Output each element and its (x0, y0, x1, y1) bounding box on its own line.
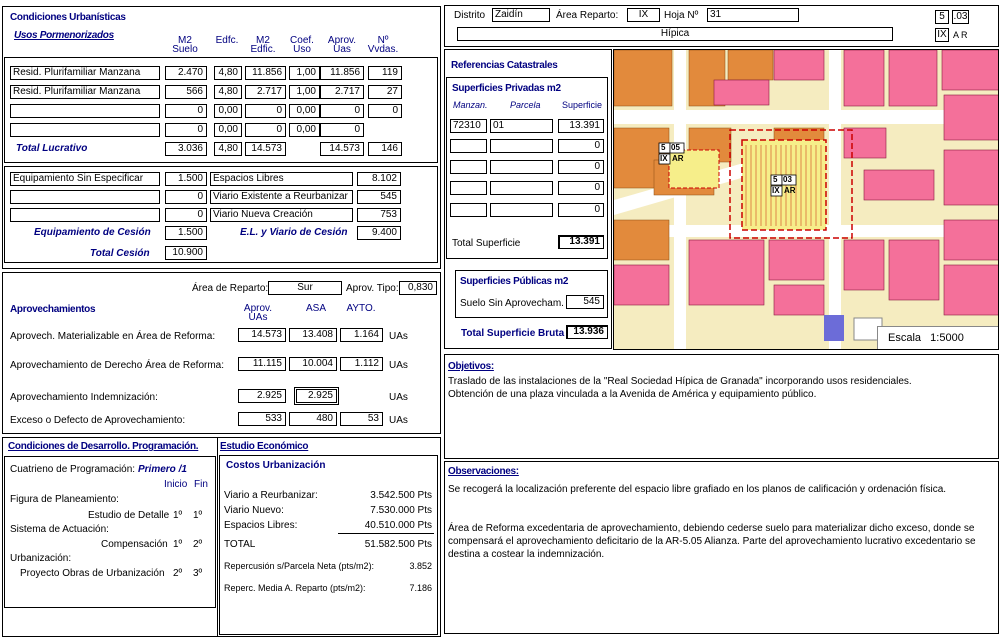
urb-subtitle: Usos Pormenorizados (14, 30, 114, 41)
ces-right-1-val[interactable]: 8.102 (357, 172, 401, 186)
row1-name[interactable]: Resid. Plurifamiliar Manzana (10, 66, 160, 80)
cat-row1-manz[interactable]: 72310 (450, 119, 487, 133)
aprov-tipo-label: Aprov. Tipo: (346, 283, 399, 294)
eq-cesion-val: 1.500 (165, 226, 207, 240)
priv-title: Superficies Privadas m2 (452, 83, 561, 94)
ces-left-1-name[interactable]: Equipamiento Sin Especificar (10, 172, 160, 186)
code4: A R (953, 30, 968, 40)
bruta-val: 13.936 (566, 325, 608, 339)
urb-title: Condiciones Urbanísticas (10, 12, 126, 23)
comp-fin: 2º (193, 539, 203, 550)
map-label-3: IX (772, 186, 780, 195)
cat-row4-parc[interactable] (490, 181, 553, 195)
eco-row4-label: TOTAL (224, 539, 256, 550)
name-field[interactable]: Hípica (457, 27, 893, 41)
hdr-viv: Nº Vvdas. (367, 35, 399, 55)
col-manzana: Manzan. (453, 100, 488, 110)
aprov-row3-a[interactable]: 2.925 (238, 389, 286, 403)
hdr-m2-suelo: M2 Suelo (172, 35, 198, 55)
pub-title: Superficies Públicas m2 (460, 276, 569, 287)
hdr-coef: Coef. Uso (290, 35, 314, 55)
costos-title: Costos Urbanización (226, 460, 326, 471)
col-superficie: Superficie (562, 100, 603, 110)
row1-m2[interactable]: 2.470 (165, 66, 207, 80)
observaciones-text-1: Se recogerá la localización preferente del espacio libre grafiado en los planos de calificación y ordenación física. (448, 484, 947, 495)
row3-viv[interactable]: 0 (368, 104, 402, 118)
estudio-label: Estudio de Detalle (88, 510, 170, 521)
pub-label: Suelo Sin Aprovecham. (460, 298, 564, 309)
row2-m2e[interactable]: 2.717 (245, 85, 286, 99)
map-canvas (614, 50, 999, 350)
rep2-label: Reperc. Media A. Reparto (pts/m2): (224, 583, 366, 593)
row2-aprov[interactable]: 2.717 (320, 85, 364, 99)
total-cesion-val: 10.900 (165, 246, 207, 260)
cuatrienio-label: Cuatrieno de Programación: (10, 464, 136, 475)
row4-coef[interactable]: 0,00 (289, 123, 320, 137)
map-view[interactable] (613, 49, 999, 350)
cat-row3-manz[interactable] (450, 160, 487, 174)
row1-aprov[interactable]: 11.856 (320, 66, 364, 80)
map-label-1: 5 (773, 175, 778, 184)
cuatrienio-val: Primero /1 (138, 464, 187, 475)
row2-name[interactable]: Resid. Plurifamiliar Manzana (10, 85, 160, 99)
eq-cesion-label: Equipamiento de Cesión (34, 227, 151, 238)
objetivos-panel (444, 354, 999, 459)
hoja-val[interactable]: 31 (707, 8, 799, 22)
ces-left-3-name[interactable] (10, 208, 160, 222)
bruta-label: Total Superficie Bruta (461, 328, 565, 339)
row4-m2e[interactable]: 0 (245, 123, 286, 137)
aprov-tipo-val[interactable]: 0,830 (399, 281, 437, 295)
ces-left-1-val[interactable]: 1.500 (165, 172, 207, 186)
row2-viv[interactable]: 27 (368, 85, 402, 99)
total-viv: 146 (368, 142, 402, 156)
rep2-val: 7.186 (409, 583, 432, 593)
hdr-ayto: AYTO. (346, 303, 376, 314)
map-label-6: 05 (671, 143, 680, 152)
hdr-m2-edific: M2 Edfic. (250, 35, 276, 55)
aprov-row1-c[interactable]: 1.164 (340, 328, 383, 342)
aprov-row2-c[interactable]: 1.112 (340, 357, 383, 371)
row1-m2e[interactable]: 11.856 (245, 66, 286, 80)
economico-title: Estudio Económico (220, 441, 309, 452)
code2: .03 (953, 11, 968, 22)
eco-row1-val: 3.542.500 Pts (370, 490, 432, 501)
aprov-row2-b[interactable]: 10.004 (289, 357, 337, 371)
map-label-5: 5 (661, 143, 666, 152)
objetivos-title: Objetivos: (448, 361, 494, 372)
cat-row1-sup[interactable]: 13.391 (558, 119, 604, 133)
aprov-row1-a[interactable]: 14.573 (238, 328, 286, 342)
eco-row2-val: 7.530.000 Pts (370, 505, 432, 516)
eco-sum-line (338, 533, 434, 534)
objetivos-text-1: Traslado de las instalaciones de la "Real Sociedad Hípica de Granada" incorporando usos residenciales. (448, 376, 912, 387)
row4-name[interactable] (10, 123, 160, 137)
row2-edf[interactable]: 4,80 (214, 85, 242, 99)
area-reparto-label: Área de Reparto: (192, 283, 269, 294)
area-label: Área Reparto: (556, 10, 619, 21)
cat-row5-sup[interactable]: 0 (558, 203, 604, 217)
distrito-label: Distrito (454, 10, 486, 21)
estudio-inicio: 1º (173, 510, 183, 521)
ces-right-1-name[interactable]: Espacios Libres (210, 172, 353, 186)
code3: IX (935, 28, 949, 42)
inicio-label: Inicio (164, 479, 188, 490)
hdr-aprov: Aprov. Uas (327, 35, 357, 55)
ces-left-2-val[interactable]: 0 (165, 190, 207, 204)
comp-label: Compensación (101, 539, 168, 550)
rep1-label: Repercusión s/Parcela Neta (pts/m2): (224, 561, 375, 571)
distrito-val[interactable]: Zaidín (492, 8, 550, 22)
cat-row4-manz[interactable] (450, 181, 487, 195)
row4-edf[interactable]: 0,00 (214, 123, 242, 137)
aprov-panel (2, 272, 441, 434)
row1-viv[interactable]: 119 (368, 66, 402, 80)
ces-right-3-name[interactable]: Viario Nueva Creación (210, 208, 353, 222)
total-m2e: 14.573 (245, 142, 286, 156)
cat-row3-parc[interactable] (490, 160, 553, 174)
cat-row2-manz[interactable] (450, 139, 487, 153)
aprov-row4-u: UAs (389, 415, 408, 426)
pub-val[interactable]: 545 (566, 295, 604, 309)
ces-right-3-val[interactable]: 753 (357, 208, 401, 222)
aprov-title: Aprovechamientos (10, 304, 96, 315)
row3-name[interactable] (10, 104, 160, 118)
map-label-4: AR (784, 186, 796, 195)
ces-right-2-name[interactable]: Viario Existente a Reurbanizar (210, 190, 353, 204)
total-cesion-label: Total Cesión (90, 248, 150, 259)
hdr-edfc: Edfc. (215, 35, 239, 46)
aprov-row3-label: Aprovechamiento Indemnización: (10, 392, 158, 403)
catastro-title: Referencias Catastrales (451, 60, 558, 71)
aprov-row2-label: Aprovechamiento de Derecho Área de Reforma: (10, 360, 225, 371)
hdr-aprov-uas: Aprov. UAs (243, 303, 273, 323)
cat-row2-parc[interactable] (490, 139, 553, 153)
proyecto-label: Proyecto Obras de Urbanización (20, 568, 165, 579)
el-cesion-label: E.L. y Viario de Cesión (240, 227, 348, 238)
aprov-row4-a[interactable]: 533 (238, 412, 286, 426)
row1-edf[interactable]: 4,80 (214, 66, 242, 80)
total-sup-label: Total Superficie (452, 238, 521, 249)
total-m2: 3.036 (165, 142, 207, 156)
aprov-row4-c[interactable]: 53 (340, 412, 383, 426)
ces-left-2-name[interactable] (10, 190, 160, 204)
aprov-row1-b[interactable]: 13.408 (289, 328, 337, 342)
area-reparto-val[interactable]: Sur (268, 281, 342, 295)
fin-label: Fin (194, 479, 208, 490)
total-lucrativo-label: Total Lucrativo (16, 143, 88, 154)
row3-m2e[interactable]: 0 (245, 104, 286, 118)
map-label-8: AR (672, 154, 684, 163)
cat-row5-parc[interactable] (490, 203, 553, 217)
hdr-asa: ASA (305, 303, 326, 314)
cat-row1-parc[interactable]: 01 (490, 119, 553, 133)
figura-label: Figura de Planeamiento: (10, 494, 119, 505)
row3-coef[interactable]: 0,00 (289, 104, 320, 118)
row3-aprov[interactable]: 0 (320, 104, 364, 118)
ces-left-3-val[interactable]: 0 (165, 208, 207, 222)
total-edf: 4,80 (214, 142, 242, 156)
sistema-label: Sistema de Actuación: (10, 524, 109, 535)
aprov-row4-label: Exceso o Defecto de Aprovechamiento: (10, 415, 186, 426)
col-parcela: Parcela (510, 100, 541, 110)
row1-coef[interactable]: 1,00 (289, 66, 320, 80)
area-val[interactable]: IX (627, 8, 660, 22)
proyecto-inicio: 2º (173, 568, 183, 579)
cat-row4-sup[interactable]: 0 (558, 181, 604, 195)
desarrollo-title: Condiciones de Desarrollo. Programación. (8, 441, 199, 452)
comp-inicio: 1º (173, 539, 183, 550)
row2-m2[interactable]: 566 (165, 85, 207, 99)
aprov-row2-u: UAs (389, 360, 408, 371)
code1: 5 (935, 10, 949, 24)
urbanizacion-label: Urbanización: (10, 553, 72, 564)
map-label-2: 03 (783, 175, 792, 184)
row3-edf[interactable]: 0,00 (214, 104, 242, 118)
total-sup-val: 13.391 (558, 235, 604, 249)
aprov-row2-a[interactable]: 11.115 (238, 357, 286, 371)
total-aprov: 14.573 (320, 142, 364, 156)
eco-row1-label: Viario a Reurbanizar: (224, 490, 318, 501)
aprov-row4-b[interactable]: 480 (289, 412, 337, 426)
proyecto-fin: 3º (193, 568, 203, 579)
aprov-row1-u: UAs (389, 331, 408, 342)
row4-m2[interactable]: 0 (165, 123, 207, 137)
map-label-7: IX (660, 154, 668, 163)
row2-coef[interactable]: 1,00 (289, 85, 320, 99)
el-cesion-val: 9.400 (357, 226, 401, 240)
cat-row3-sup[interactable]: 0 (558, 160, 604, 174)
eco-row3-label: Espacios Libres: (224, 520, 298, 531)
objetivos-text-2: Obtención de una plaza vinculada a la Avenida de América y equipamiento público. (448, 389, 817, 400)
cat-row2-sup[interactable]: 0 (558, 139, 604, 153)
rep1-val: 3.852 (409, 561, 432, 571)
eco-row3-val: 40.510.000 Pts (364, 520, 432, 531)
aprov-row1-label: Aprovech. Materializable en Área de Reforma: (10, 331, 216, 342)
eco-row4-val: 51.582.500 Pts (364, 539, 432, 550)
observaciones-title: Observaciones: (448, 466, 519, 477)
row3-m2[interactable]: 0 (165, 104, 207, 118)
eco-row2-label: Viario Nuevo: (224, 505, 284, 516)
hoja-label: Hoja Nº (664, 10, 699, 21)
observaciones-text-2: Área de Reforma excedentaria de aprovechamiento, debiendo cederse suelo para materializar dicho exceso, donde se compensará el aprovechamiento deficitario de la AR-5.05 Alianza. Parte del aprovechamiento lucrativo excedentario se destina a costear la indemnización. (448, 523, 976, 560)
ces-right-2-val[interactable]: 545 (357, 190, 401, 204)
aprov-row3-b[interactable]: 2.925 (296, 389, 337, 403)
map-scale: Escala 1:5000 (877, 326, 999, 350)
estudio-fin: 1º (193, 510, 203, 521)
cat-row5-manz[interactable] (450, 203, 487, 217)
aprov-row3-u: UAs (389, 392, 408, 403)
row4-aprov[interactable]: 0 (320, 123, 364, 137)
